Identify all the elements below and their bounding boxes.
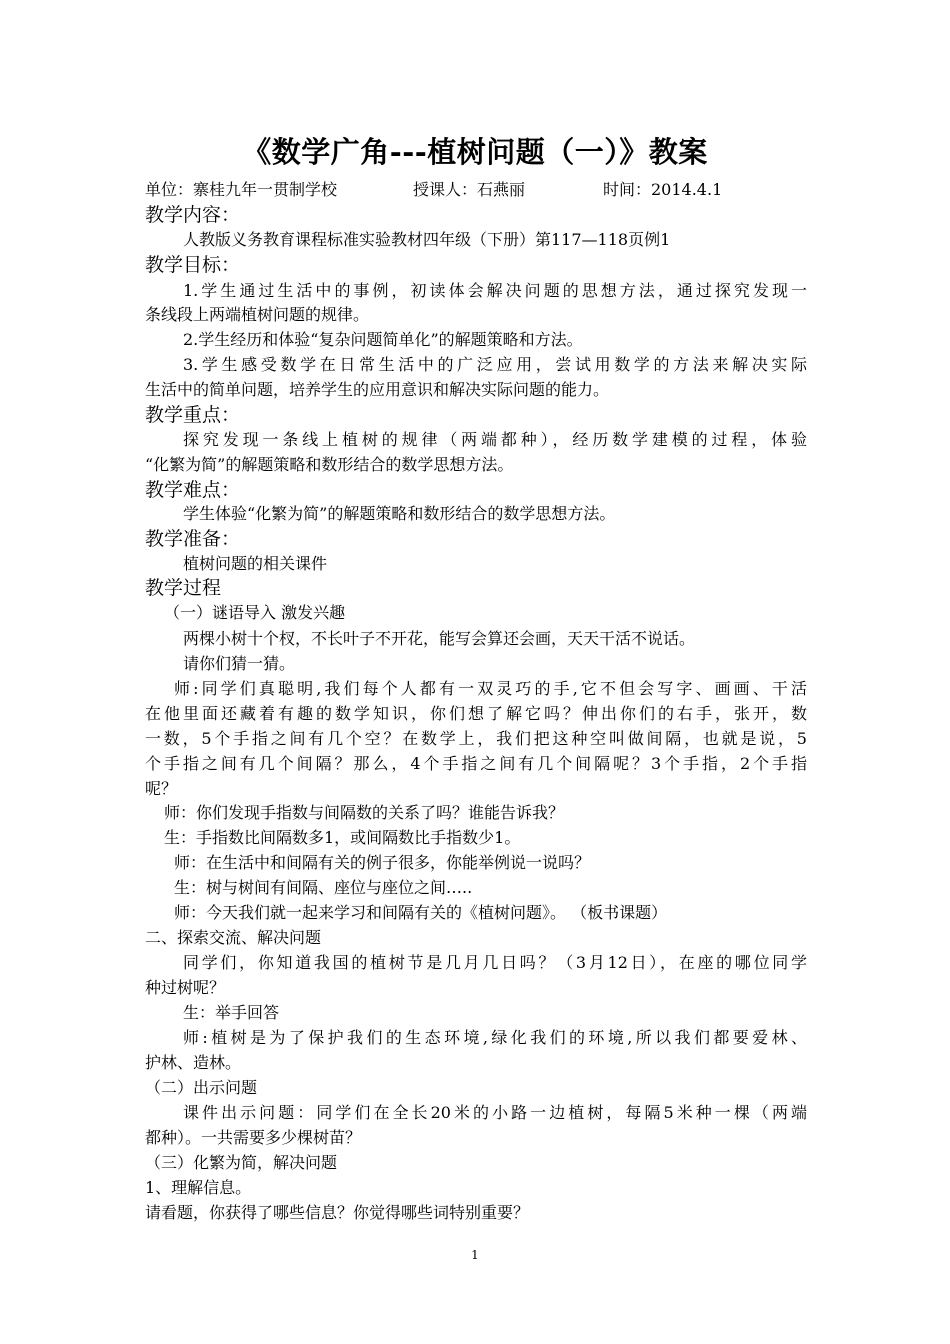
heading-key-points: 教学重点： [145, 404, 241, 426]
process-line: 1、理解信息。 [145, 1178, 252, 1197]
process-line: 护林、造林。 [145, 1053, 242, 1072]
meta-unit: 单位：寨桂九年一贯制学校 [145, 180, 338, 199]
goal-1-line-2: 条线段上两端植树问题的规律。 [145, 305, 370, 324]
process-line: 生：手指数比间隔数多1，或间隔数比手指数少1。 [164, 828, 521, 847]
process-line: 师:同学们真聪明,我们每个人都有一双灵巧的手,它不但会写字、画画、干活 [174, 679, 807, 698]
content-text: 人教版义务教育课程标准实验教材四年级（下册）第117—118页例1 [183, 230, 671, 249]
heading-content: 教学内容： [145, 204, 241, 226]
key-point-line-1: 探究发现一条线上植树的规律（两端都种），经历数学建模的过程，体验 [183, 430, 807, 449]
process-line: 两棵小树十个杈，不长叶子不开花，能写会算还会画，天天干活不说话。 [183, 629, 696, 648]
process-line: 同学们，你知道我国的植树节是几月几日吗？（3月12日），在座的哪位同学 [183, 953, 807, 972]
process-line: （二）出示问题 [145, 1078, 258, 1097]
meta-teacher: 授课人：石燕丽 [413, 180, 526, 199]
key-point-line-2: “化繁为简”的解题策略和数形结合的数学思想方法。 [145, 455, 514, 474]
process-line: 课件出示问题：同学们在全长20米的小路一边植树，每隔5米种一棵（两端 [183, 1103, 807, 1122]
process-line: 师：今天我们就一起来学习和间隔有关的《植树问题》。 （板书课题） [174, 903, 668, 922]
preparation-text: 植树问题的相关课件 [183, 554, 328, 573]
process-line: 师:植树是为了保护我们的生态环境,绿化我们的环境,所以我们都要爱林、 [183, 1028, 807, 1047]
process-line: 师：在生活中和间隔有关的例子很多，你能举例说一说吗？ [174, 853, 591, 872]
goal-3-line-1: 3.学生感受数学在日常生活中的广泛应用，尝试用数学的方法来解决实际 [183, 355, 807, 374]
heading-preparation: 教学准备： [145, 528, 241, 550]
meta-time: 时间：2014.4.1 [603, 180, 723, 199]
process-line: 生：树与树间有间隔、座位与座位之间….. [174, 878, 473, 897]
process-line: 在他里面还藏着有趣的数学知识，你们想了解它吗？伸出你们的右手，张开，数 [145, 704, 807, 723]
heading-difficult-points: 教学难点： [145, 479, 241, 501]
process-line: 请看题，你获得了哪些信息？你觉得哪些词特别重要？ [145, 1203, 530, 1222]
meta-line [145, 177, 722, 200]
process-line: 请你们猜一猜。 [183, 654, 296, 673]
difficult-point-text: 学生体验“化繁为简”的解题策略和数形结合的数学思想方法。 [183, 504, 616, 523]
goal-1-line-1: 1.学生通过生活中的事例，初读体会解决问题的思想方法，通过探究发现一 [183, 281, 807, 300]
heading-goals: 教学目标： [145, 254, 241, 276]
goal-3-line-2: 生活中的简单问题，培养学生的应用意识和解决实际问题的能力。 [145, 380, 610, 399]
process-line: 二、探索交流、解决问题 [145, 928, 322, 947]
process-line: 师：你们发现手指数与间隔数的关系了吗？谁能告诉我？ [164, 803, 565, 822]
heading-process: 教学过程 [145, 577, 222, 599]
process-line: 一数，5个手指之间有几个空？在数学上，我们把这种空叫做间隔，也就是说，5 [145, 729, 807, 748]
document-title: 《数学广角---植树问题（一）》教案 [242, 135, 708, 169]
process-line: 个手指之间有几个间隔？那么，4个手指之间有几个间隔呢？3个手指，2个手指 [145, 754, 807, 773]
process-line: 生：举手回答 [183, 1003, 280, 1022]
goal-2: 2.学生经历和体验“复杂问题简单化”的解题策略和方法。 [183, 330, 583, 349]
process-line: 都种）。一共需要多少棵树苗？ [145, 1128, 362, 1147]
page-number: 1 [471, 1248, 479, 1262]
process-line: （一）谜语导入 激发兴趣 [164, 603, 346, 622]
process-line: （三）化繁为简，解决问题 [145, 1153, 338, 1172]
process-line: 呢？ [145, 779, 178, 798]
process-line: 种过树呢？ [145, 978, 226, 997]
